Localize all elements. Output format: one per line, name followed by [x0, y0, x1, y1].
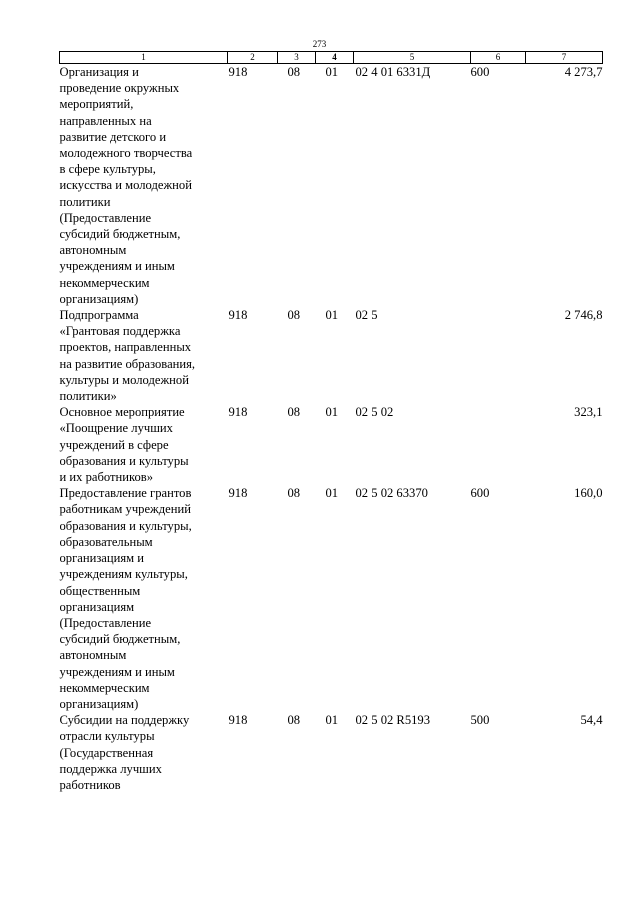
row-section-code: 08 — [287, 65, 301, 79]
row-name-line: учреждениям и иным — [59, 259, 175, 274]
row-name-line: отрасли культуры — [59, 729, 155, 744]
header-col-5: 5 — [354, 52, 471, 64]
row-name-line: субсидий бюджетным, — [59, 227, 181, 242]
row-name-line: организациям) — [59, 696, 139, 711]
table-body — [60, 64, 603, 794]
row-name-line: организациям — [59, 599, 135, 614]
row-target-article: 02 5 — [355, 308, 378, 323]
row-name-line: образования и культуры — [59, 453, 189, 468]
row-amount: 160,0 — [574, 486, 603, 501]
row-amount: 323,1 — [574, 405, 603, 420]
row-name-line: (Государственная — [59, 745, 154, 760]
row-name-line: Предоставление грантов — [59, 486, 192, 501]
row-name — [60, 307, 228, 404]
header-col-3: 3 — [278, 52, 316, 64]
row-expense-type — [471, 404, 526, 485]
row-target-article: 02 5 02 — [355, 405, 394, 420]
row-name-line: организациям и — [59, 551, 145, 566]
row-name-line: политики» — [59, 389, 117, 404]
row-name — [60, 485, 228, 712]
row-name-line: некоммерческим — [59, 275, 150, 290]
row-name-line: Субсидии на поддержку — [59, 713, 190, 728]
row-name-line: «Поощрение лучших — [59, 421, 173, 436]
row-name — [60, 64, 228, 308]
row-name-line: в сфере культуры, — [59, 162, 156, 177]
row-subsection-code: 01 — [325, 65, 339, 79]
row-name-line: проведение окружных — [59, 81, 180, 96]
table-row — [60, 307, 603, 404]
row-section-code: 08 — [287, 486, 301, 501]
row-expense-type: 600 — [470, 486, 490, 501]
row-name-line: учреждениям культуры, — [59, 567, 188, 582]
row-name-line: образовательным — [59, 534, 153, 549]
row-subsection-code: 01 — [325, 713, 339, 728]
row-grbs-code: 918 — [228, 65, 248, 79]
row-section-code: 08 — [287, 713, 301, 728]
row-name-line: учреждениям и иным — [59, 664, 175, 679]
row-name-line: поддержка лучших — [59, 761, 162, 776]
row-name-line: молодежного творчества — [59, 146, 193, 161]
row-name-line: работникам учреждений — [59, 502, 191, 517]
row-name-line: (Предоставление — [59, 210, 152, 225]
row-grbs-code: 918 — [228, 713, 248, 728]
row-amount: 2 746,8 — [564, 308, 603, 323]
row-name-line: образования и культуры, — [59, 518, 192, 533]
row-target-article: 02 5 02 63370 — [355, 486, 428, 501]
row-name-line: проектов, направленных — [59, 340, 192, 355]
row-name-line: политики — [59, 194, 111, 209]
header-col-6: 6 — [471, 52, 526, 64]
row-name-line: и их работников» — [59, 470, 153, 485]
table-row — [60, 712, 603, 793]
row-name-line: некоммерческим — [59, 680, 150, 695]
header-col-4: 4 — [316, 52, 354, 64]
row-grbs-code: 918 — [228, 486, 248, 501]
row-name-line: организациям) — [59, 291, 139, 306]
header-col-2: 2 — [228, 52, 278, 64]
row-name-line: работников — [59, 777, 121, 792]
row-name-line: (Предоставление — [59, 615, 152, 630]
row-section-code: 08 — [287, 308, 301, 323]
table-row — [60, 485, 603, 712]
row-name-line: «Грантовая поддержка — [59, 324, 181, 339]
row-target-article: 02 5 02 R5193 — [355, 713, 431, 728]
table-header — [60, 52, 603, 64]
page-number: 273 — [312, 39, 327, 49]
row-name — [60, 712, 228, 793]
row-section-code: 08 — [287, 405, 301, 420]
row-name-line: направленных на — [59, 113, 152, 128]
row-subsection-code: 01 — [325, 308, 339, 323]
row-name-line: культуры и молодежной — [59, 372, 189, 387]
header-row — [60, 52, 603, 64]
row-grbs-code: 918 — [228, 405, 248, 420]
row-name-line: автономным — [59, 648, 127, 663]
row-name-line: субсидий бюджетным, — [59, 632, 181, 647]
row-expense-type — [471, 307, 526, 404]
row-name-line: мероприятий, — [59, 97, 134, 112]
row-target-article: 02 4 01 6331Д — [355, 65, 431, 79]
row-name-line: Основное мероприятие — [59, 405, 185, 420]
row-name-line: искусства и молодежной — [59, 178, 192, 193]
row-name-line: развитие детского и — [59, 129, 167, 144]
row-name — [60, 404, 228, 485]
row-amount: 4 273,7 — [564, 65, 603, 79]
row-name-line: на развитие образования, — [59, 356, 196, 371]
row-amount: 54,4 — [580, 713, 603, 728]
row-name-line: автономным — [59, 243, 127, 258]
row-name-line: общественным — [59, 583, 141, 598]
row-expense-type: 600 — [470, 65, 490, 79]
row-grbs-code: 918 — [228, 308, 248, 323]
row-name-line: Организация и — [59, 65, 139, 79]
row-name-line: Подпрограмма — [59, 308, 139, 323]
header-col-1: 1 — [60, 52, 228, 64]
table-row — [60, 64, 603, 308]
table-row — [60, 404, 603, 485]
row-name-line: учреждений в сфере — [59, 437, 169, 452]
row-expense-type: 500 — [470, 713, 490, 728]
row-subsection-code: 01 — [325, 486, 339, 501]
header-col-7: 7 — [526, 52, 603, 64]
row-subsection-code: 01 — [325, 405, 339, 420]
budget-table — [59, 51, 603, 793]
